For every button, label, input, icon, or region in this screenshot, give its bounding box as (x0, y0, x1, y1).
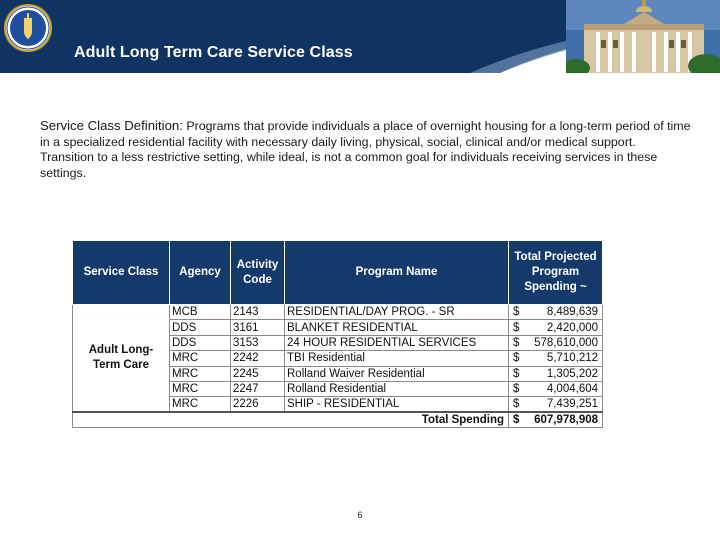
header-spending: Total Projected Program Spending ~ (509, 241, 603, 305)
page-title: Adult Long Term Care Service Class (74, 44, 353, 61)
currency-cell: $ (509, 366, 527, 381)
activity-code-cell: 2247 (231, 381, 285, 396)
service-class-table (72, 240, 603, 428)
agency-cell: MCB (170, 305, 231, 320)
agency-cell: DDS (170, 335, 231, 350)
definition-lead: Service Class Definition: (40, 118, 183, 133)
header-program-name: Program Name (285, 241, 509, 305)
definition-text: Programs that provide individuals a place of overnight housing for a long-term period of time in a specialized residential facility with necessary daily living, physical, social, clinical and/or medical support. Transition to a less restrictive setting, while ideal, is not a common goal for individuals receiving services in these settings. (40, 119, 691, 180)
amount-cell: 7,439,251 (527, 397, 603, 413)
currency-cell: $ (509, 397, 527, 413)
amount-cell: 5,710,212 (527, 351, 603, 366)
header-agency: Agency (170, 241, 231, 305)
total-row (73, 412, 603, 428)
program-name-cell: Rolland Waiver Residential (285, 366, 509, 381)
agency-cell: MRC (170, 351, 231, 366)
agency-cell: MRC (170, 381, 231, 396)
service-class-definition (40, 118, 692, 181)
table-header-row (73, 241, 603, 305)
service-class-cell: Adult Long-Term Care (73, 305, 170, 413)
amount-cell: 1,305,202 (527, 366, 603, 381)
currency-cell: $ (509, 320, 527, 335)
amount-cell: 578,610,000 (527, 335, 603, 350)
currency-cell: $ (509, 351, 527, 366)
total-label: Total Spending (73, 412, 509, 428)
currency-cell: $ (509, 381, 527, 396)
amount-cell: 4,004,604 (527, 381, 603, 396)
header-activity-code: Activity Code (231, 241, 285, 305)
program-name-cell: 24 HOUR RESIDENTIAL SERVICES (285, 335, 509, 350)
header-banner (0, 0, 720, 73)
total-currency: $ (509, 412, 527, 428)
amount-cell: 8,489,639 (527, 305, 603, 320)
program-name-cell: TBI Residential (285, 351, 509, 366)
program-name-cell: RESIDENTIAL/DAY PROG. - SR (285, 305, 509, 320)
currency-cell: $ (509, 305, 527, 320)
header-service-class: Service Class (73, 241, 170, 305)
activity-code-cell: 2245 (231, 366, 285, 381)
program-name-cell: Rolland Residential (285, 381, 509, 396)
activity-code-cell: 2242 (231, 351, 285, 366)
massachusetts-seal-icon (4, 4, 52, 52)
page-number: 6 (357, 510, 363, 520)
program-name-cell: SHIP - RESIDENTIAL (285, 397, 509, 413)
agency-cell: MRC (170, 397, 231, 413)
currency-cell: $ (509, 335, 527, 350)
activity-code-cell: 2226 (231, 397, 285, 413)
agency-cell: MRC (170, 366, 231, 381)
agency-cell: DDS (170, 320, 231, 335)
activity-code-cell: 3161 (231, 320, 285, 335)
total-amount: 607,978,908 (527, 412, 603, 428)
amount-cell: 2,420,000 (527, 320, 603, 335)
activity-code-cell: 2143 (231, 305, 285, 320)
table-row (73, 305, 603, 320)
activity-code-cell: 3153 (231, 335, 285, 350)
state-house-icon (566, 0, 720, 73)
program-name-cell: BLANKET RESIDENTIAL (285, 320, 509, 335)
